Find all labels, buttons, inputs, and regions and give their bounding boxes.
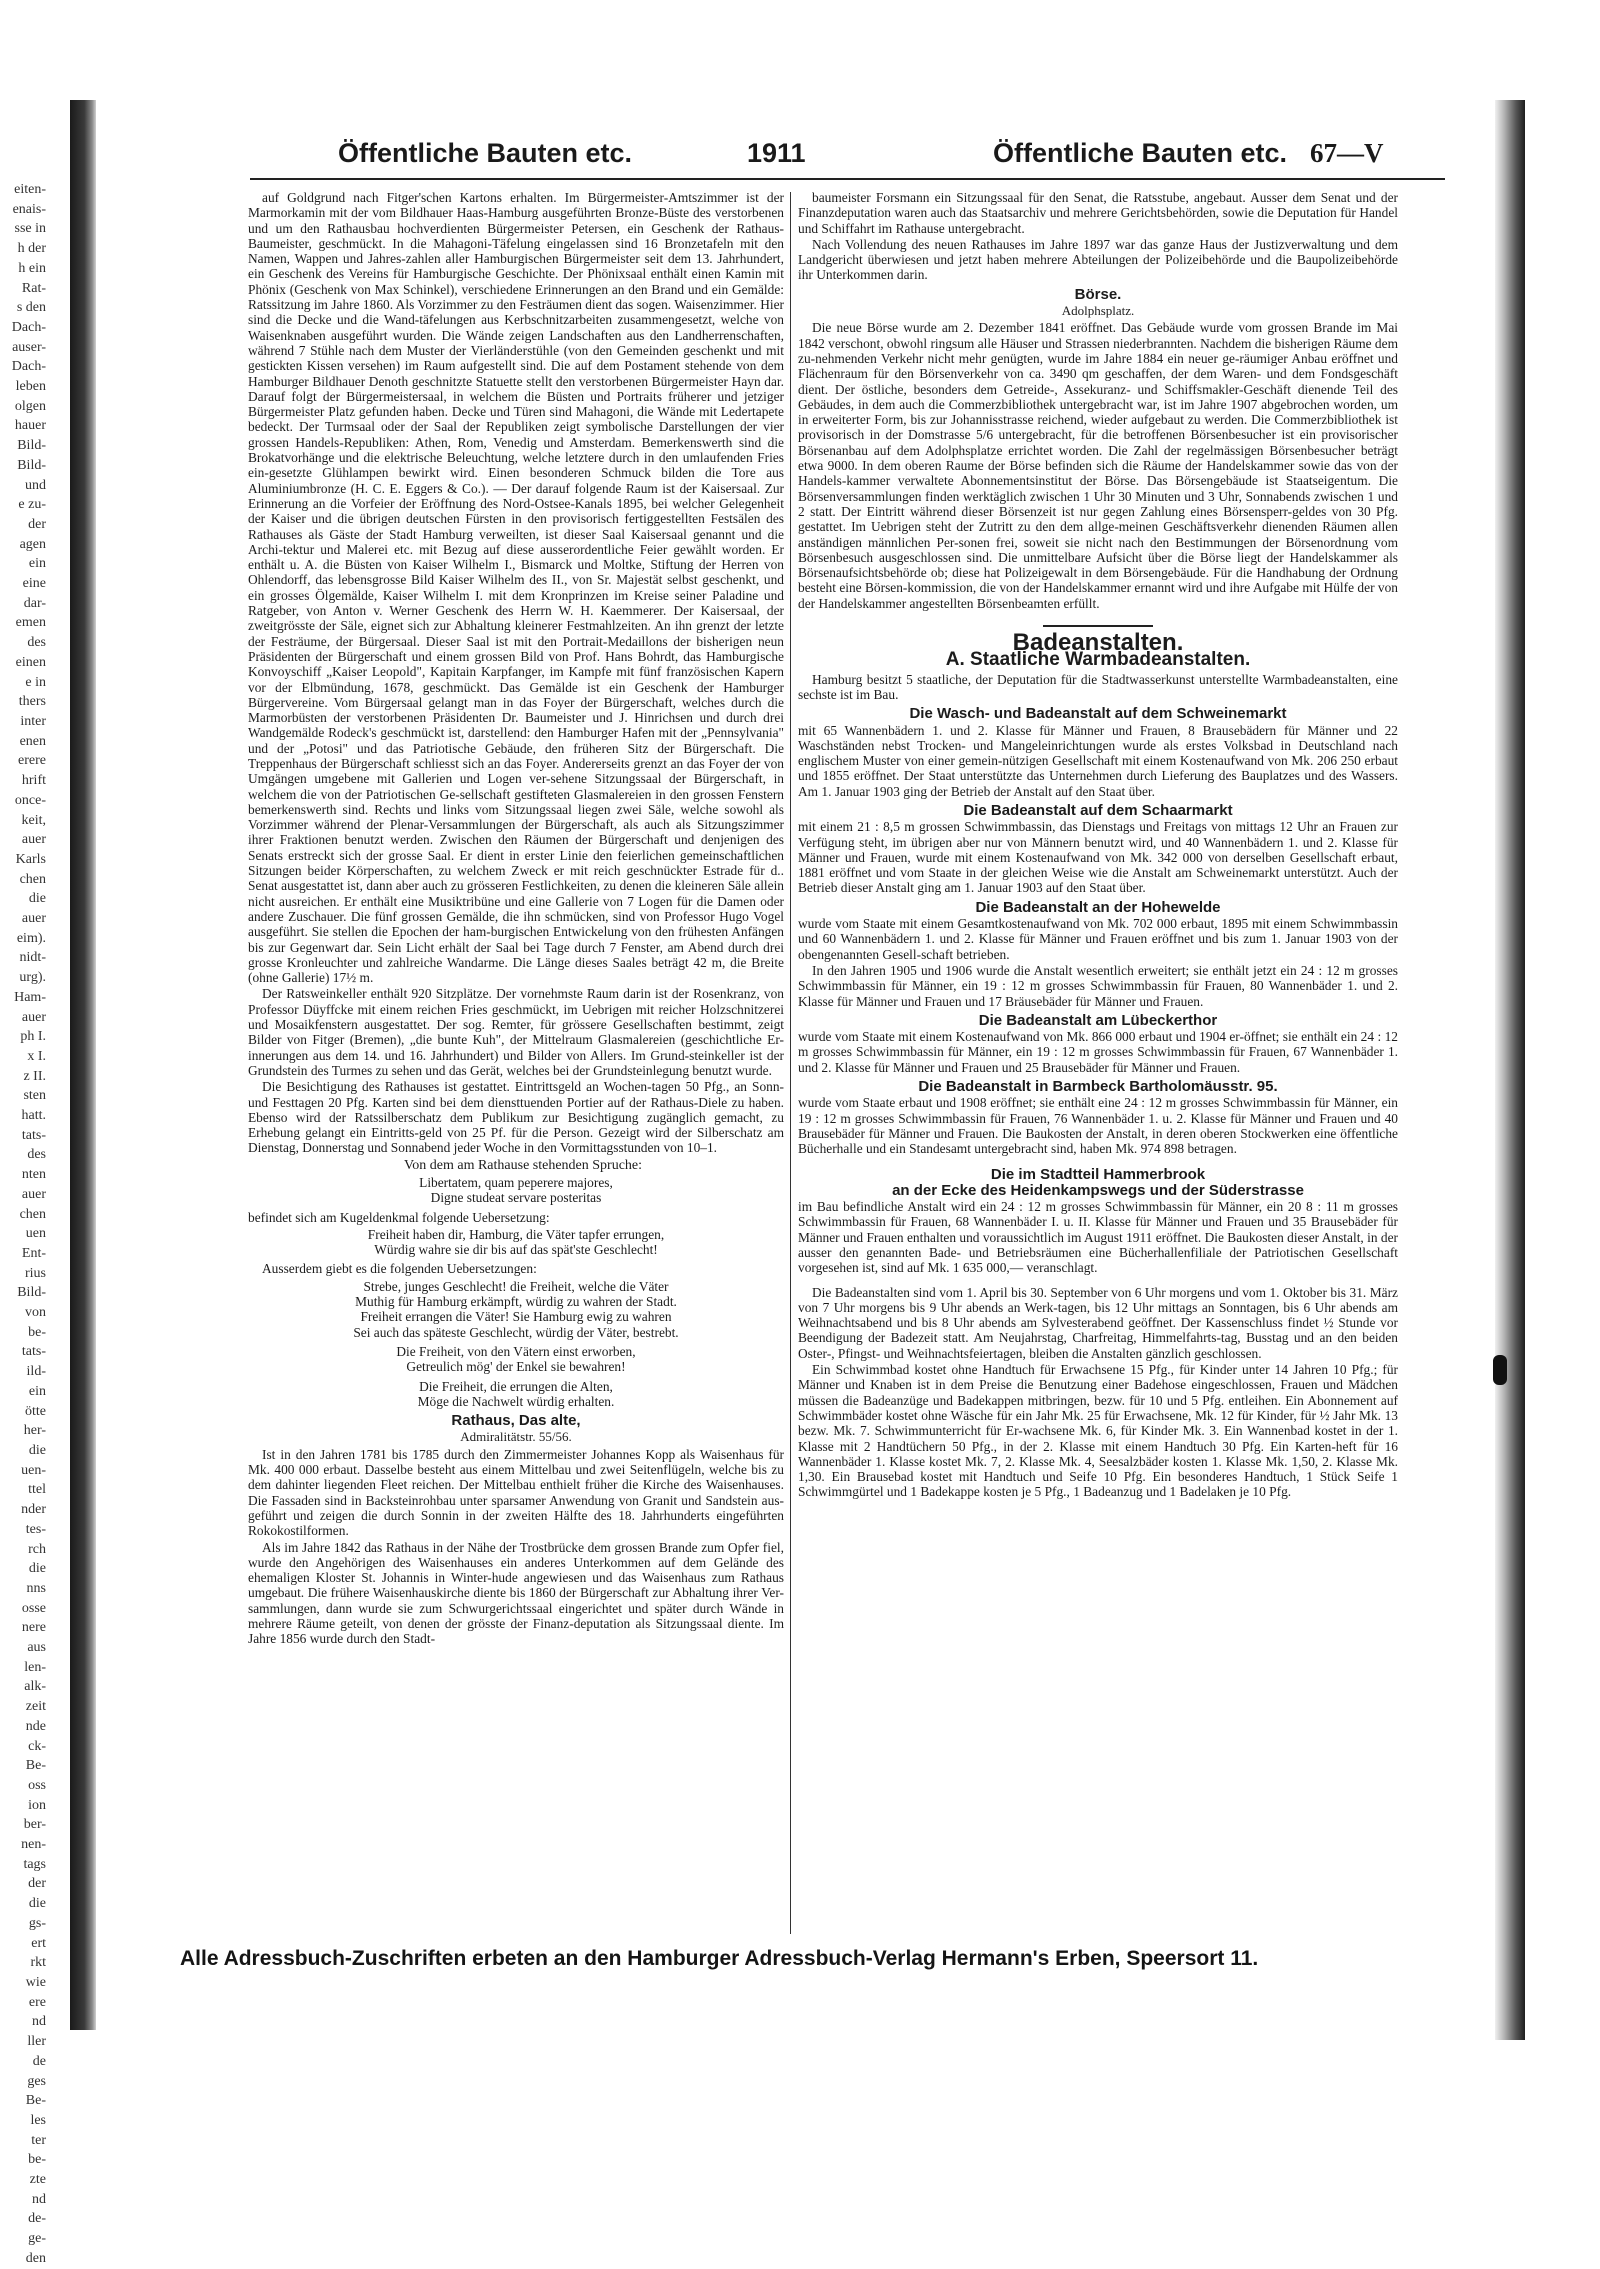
edge-fragment: be- — [28, 1324, 46, 1340]
edge-fragment: nere — [21, 1620, 46, 1636]
edge-fragment: Rat- — [21, 280, 46, 296]
paragraph: Als im Jahre 1842 das Rathaus in der Nähe der Trostbrücke dem grossen Brande zum Opfer fiel, wurde den Angehörigen des Waisenhauses ein anderes Unterkommen auf dem Gelände des ehemaligen Kloster St. Johannis in Winter-hude angewiesen und das Waisenhaus zum Rathaus umgebaut. Die frühere Waisenhauskirche diente bis 1860 der Bürgerschaft zur Abhaltung ihrer Ver-sammlungen, dann wurde sie zum Schwurgerichtssaal eingerichtet und später durch Wände in mehrere Räume geteilt, von denen der grösste der Finanz-deputation als Sitzungssaal diente. Im Jahre 1856 wurde durch den Stadt- — [248, 1539, 784, 1647]
paragraph: Die Badeanstalten sind vom 1. April bis 30. September von 6 Uhr morgens und vom 1. Oktober bis 31. März von 7 Uhr morgens bis 9 Uhr abends an Werk-tagen, bis 12 Uhr mittags an Sonntagen, bis 6 Uhr abends am Weihnachtsabend und bis 8 Uhr abends am Sylvesterabend geöffnet. Der Kassenschluss findet ½ Stunde vor Beendigung der Badezeit statt. Am Neujahrstag, Charfreitag, Himmelfahrts-tag, Busstag und an den beiden Oster-, Pfingst- und Weihnachtsfeiertagen, bleiben die Anstalten gänzlich geschlossen. — [798, 1284, 1398, 1361]
edge-fragment: eiten- — [14, 182, 46, 197]
edge-fragment: enen — [19, 733, 46, 749]
latin-verse — [248, 1175, 784, 1206]
verse-1 — [248, 1227, 784, 1258]
edge-fragment: die — [28, 1896, 46, 1912]
edge-fragment: h ein — [18, 260, 46, 276]
edge-fragment: hrift — [21, 773, 46, 789]
edge-fragment: uen- — [21, 1462, 46, 1478]
header-page-number: 67—V — [1310, 138, 1384, 168]
bath-title: Die Badeanstalt in Barmbeck Bartholomäusstr. 95. — [918, 1078, 1278, 1096]
edge-fragment: Be- — [25, 1758, 46, 1774]
edge-fragment: zte — [29, 2172, 46, 2188]
edge-fragment: den — [25, 2250, 46, 2266]
verse-line: Möge die Nachwelt würdig erhalten. — [417, 1393, 615, 1409]
edge-fragment: ges — [27, 2073, 46, 2089]
paragraph: auf Goldgrund nach Fitger'schen Kartons erhalten. Im Bürgermeister-Amtszimmer ist der Marmorkamin mit der vom Bildhauer Haas-Hamburg ausgeführten Bronze-Büste des verstorbenen und um den Rathausbau hochverdienten Bürgermeister Petersen, ein Geschenk der Rathaus-Baumeister, geschmückt. In die Mahagoni-Täfelung eingelassen sind 16 Bronzetafeln mit den Namen, Wappen und Jahres-zahlen aller Hamburgischen Bürgermeister seit dem 13. Jahrhundert, ein Geschenk des Vereins für Hamburgische Geschichte. Der Phönixsaal enthält einen Kamin mit Phönix (Geschenk von Max Schinkel), verschiedene Erinnerungen an den Brand und ein Gemälde: Ratssitzung im Jahre 1860. Als Vorzimmer zu den Festräumen dient das sogen. Waisenzimmer. Hier sind die Decke und die Wand-täfelungen aus Kerbschnitzarbeiten zusammengesetzt, welche von Waisenknaben ausgeführt wurden. Die Wände zeigen Landschaften aus den Landherrenschaften, während 7 Stühle nach dem Muster der Vierländerstühle (von den Gemeinden geschenkt und mit gestickten Kissen versehen) im Raum aufgestellt sind. Die auf dem Postament stehende von dem Hamburger Bildhauer Denoth geschnitzte Statuette stellt den verstorbenen Bürgermeister Hayn dar. Darauf folgt der Bürgermeistersaal, in welchem die Büsten und Portraits früherer und jetziger Bürgermeister Platz gefunden haben. Decke und Türen sind Mahagoni, die Wände mit Ledertapete bedeckt. Der Turmsaal oder der Saal der Republiken zeigt symbolische Darstellungen der vier grossen Handels-Republiken: Athen, Rom, Venedig und Amsterdam. Bemerkenswerth sind die Brokatvorhänge und die elektrische Beleuchtung, welche letztere durch in den umlaufenden Fries ein-gesetzte Glühlampen bewirkt wird. Einen besonderen Schmuck bilden die Tore aus Aluminiumbronze (H. C. E. Eggers & Co.). — Der darauf folgende Raum ist der Kaisersaal. Zur Erinnerung an die Vorfeier der Eröffnung des Nord-Ostsee-Kanals 1895, bei welcher Gelegenheit der Kaiser und die übrigen deutschen Fürsten in den provisorisch fertiggestellten Festsälen des Rathauses als Gäste der Stadt Hamburg verweilten, ist dieser Saal Kaisersaal genannt und die Archi-tektur und Malerei etc. mit Bezug auf diese ausserordentliche Feier gewählt worden. Er enthält u. A. die Büsten von Kaiser Wilhelm I., Bismarck und Moltke, Stiftung der Herren von Ohlendorff, das lebensgrosse Bild Kaiser Wilhelm des II., von Sr. Majestät selbst geschenkt, und ein grosses Ölgemälde, Kaiser Wilhelm I. mit dem Kronprinzen im Kreise seiner Paladine und Ratgeber, von Anton v. Werner Geschenk des Herrn W. H. Kaemmerer. Der Kaisersaal, der zweitgrösste der Säle, eignet sich zur Abhaltung kleinerer Festmahlzeiten. An ihn grenzt der letzte der Festräume, der Bürgersaal. Dieser Saal ist mit den Portrait-Medaillons der bisherigen neun Präsidenten der Bürgerschaft und einem grossen Bild von Prof. Hans Bohrdt, das Hamburgische Konvoyschiff „Kaiser Leopold", Kapitain Karpfanger, im Kampfe mit fünf französischen Kapern vor der Elbmündung, 1678, geschmückt. Das Gemälde ist ein Geschenk der Hamburger Bürgervereine. Vom Bürgersaal gelangt man in das Foyer der Bürgerschaft, welches durch die Marmorbüsten der verstorbenen Präsidenten Dr. Baumeister und J. Hinrichsen und durch drei Wandgemälde Rodeck's geschmückt ist, darstellend: den Hamburger Hafen mit der „Pennsylvania" und der „Potosi" und das Patriotische Gebäude, den früheren Sitz der Bürgerschaft. Die Treppenhaus der Bürgerschaft schliesst sich an das Foyer. Andererseits grenzt an das Foyer der von Umgängen umgebene mit Gallerien und Logen ver-sehene Sitzungssaal der Bürgerschaft, in welchem die von der Patriotischen Ge-sellschaft gestifteten Glasmalereien in den grossen Fenstern bemerkenswerth sind. Rechts und links vom Sitzungssaal liegen zwei Säle, welche sowohl als Vorzimmer während der Plenar-Versammlungen der Bürgerschaft, als auch als Sitzungszimmer ihrer Fraktionen benutzt werden. Zwischen den Räumen der Bürgerschaft und denjenigen des Senats erstreckt sich der grosse Saal. Er dient in erster Linie den feierlichen gemeinschaftlichen Sitzungen beider Körperschaften, zu welchem Zweck er mit reich geschnückter Estrade für d.. Senat ausgestattet ist, dann aber auch zu grösseren Festlichkeiten, zu denen die kleineren Säle allein nicht ausreichen. Er enthält eine Musiktribüne und eine Gallerie von 7 Logen für die Damen oder andere Zuschauer. Die fünf grossen Gemälde, die ihn schmücken, sind von Professor Hugo Vogel ausgeführt. Sie stellen die Epochen der ham-burgischen Entwickelung von den frühesten Anfängen bis zur Gegenwart dar. Sein Licht erhält der Saal bei Tage durch 7 Fenster, am Abend durch drei grosse Kronleuchter und zahlreiche Wandarme. Die Länge dieses Saales beträgt 42 m, die Breite (ohne Gallerie) 17½ m. — [248, 190, 784, 986]
edge-fragment: nd — [32, 2014, 46, 2030]
edge-fragment: olgen — [14, 398, 46, 414]
edge-fragment: auer — [21, 911, 46, 927]
spacer — [798, 1277, 1398, 1285]
badeanstalten-heading: Badeanstalten. — [1012, 629, 1184, 657]
verse-line: Getreulich mög' der Enkel sie bewahren! — [406, 1359, 626, 1375]
edge-fragment: les — [30, 2112, 46, 2128]
edge-fragment: sse in — [14, 221, 46, 237]
edge-fragment: be- — [28, 2152, 46, 2168]
edge-fragment: Karls — [15, 851, 46, 867]
edge-fragment: rius — [25, 1265, 46, 1281]
newspaper-page — [100, 100, 1495, 2040]
edge-fragment: tats- — [21, 1127, 46, 1143]
edge-fragment: chen — [19, 1206, 46, 1222]
edge-fragment: wie — [25, 1974, 46, 1990]
edge-fragment: Bild- — [17, 457, 46, 473]
edge-fragment: die — [28, 1561, 46, 1577]
edge-fragment: ötte — [25, 1403, 46, 1419]
edge-fragment: der — [28, 1876, 46, 1892]
edge-fragment: zeit — [25, 1699, 46, 1715]
right-column — [798, 190, 1398, 1935]
rathaus-alt-address: Admiralitätstr. 55/56. — [460, 1429, 572, 1445]
paragraph: Die Besichtigung des Rathauses ist gestattet. Eintrittsgeld an Wochen-tagen 50 Pfg., an Sonn- und Festtagen 20 Pfg. Karten sind bei dem diensttuenden Portier auf der Rathaus-Diele zu haben. Ebenso wird der Ratssilberschatz dem Publikum zur Besichtigung zugänglich gemacht, zu Erhebung gelangt ein Eintritts-geld von 25 Pf. für die Person. Gezeigt wird der Silberschatz am Dienstag, Donnerstag und Sonnabend jeder Woche in den Vormittagsstunden von 10–1. — [248, 1079, 784, 1156]
edge-fragment: agen — [19, 536, 46, 552]
edge-fragment: des — [27, 635, 46, 651]
left-column — [248, 190, 784, 1935]
hammerbrook-subheading: an der Ecke des Heidenkampswegs und der Süderstrasse — [892, 1181, 1304, 1199]
edge-fragment: ein — [28, 1383, 46, 1399]
edge-fragment: Ent- — [21, 1245, 46, 1261]
verse-3 — [248, 1344, 784, 1375]
header-right-title: Öffentliche Bauten etc. — [993, 138, 1288, 168]
edge-fragment: dar- — [23, 595, 46, 611]
edge-fragment: eine — [22, 576, 46, 592]
edge-fragment: nidt- — [19, 950, 46, 966]
paragraph: Die neue Börse wurde am 2. Dezember 1841 eröffnet. Das Gebäude wurde vom grossen Brande im Mai 1842 verschont, obwohl ringsum alle Häuser und Strassen niederbrannten. Nachdem die bisherigen Räume dem zu-nehmenden Verkehr nicht mehr genügten, wurde im Jahre 1884 ein neuer ge-räumiger Anbau eröffnet und Flächenraum für den Börsenverkehr von ca. 3490 qm geschaffen, der dem Waren- und dem Fondsgeschäft dient. Der östliche, besonders dem Getreide-, Assekuranz- und Schiffsmakler-Geschäft dienende Teil des Gebäudes, in dem auch die Commerzbibliothek untergebracht war, ist im Jahre 1907 abgebrochen worden, um in erweiterter Form, bis zur Johannisstrasse reichend, wieder aufgebaut zu werden. Die Commerzbibliothek ist provisorisch in der Domstrasse 5/6 untergebracht, für die betroffenen Börsenbesucher ist ein provisorischer Börsenanbau auf dem Adolphsplatze errichtet worden. Die Zahl der regelmässigen Börsenbesucher beträgt etwa 9000. In dem oberen Raume der Börse befinden sich die Räume der Handelskammer sowie das von der Handels-kammer verwaltete Abonnementsinstitut der Börse. Das Börsengebäude ist Staatseigentum. Die Börsenversammlungen finden werktäglich zwischen 1 Uhr 30 Minuten und 3 Uhr, Sonnabends zwischen 1 und 2 statt. Der Eintritt während dieser Börsenzeit ist nur gegen Zahlung eines Börsensperr-geldes von 30 Pfg. gestattet. Im Uebrigen steht der Zutritt zu den dem allge-meinen Geschäftsverkehr dienenden Räumen allen anständigen männlichen Per-sonen frei, soweit sie nicht nach den Bestimmungen der Börsenordnung vom Börsenbesuch ausgeschlossen sind. Die unmittelbare Aufsicht über die Börse liegt der Handelskammer als Börsenaufsichtsbehörde ob; diese hat Polizeigewalt in dem Börsengebäude. Für die Handhabung der Ordnung besteht eine Börsen-kommission, die von der Handelskammer ernannt wird und ihre Aufgabe mit Hülfe der von der Handelskammer angestellten Börsenbeamten erfüllt. — [798, 320, 1398, 611]
edge-fragment: Dach- — [11, 319, 46, 335]
edge-fragment: ck- — [28, 1738, 46, 1754]
footer-advert: Alle Adressbuch-Zuschriften erbeten an den Hamburger Adressbuch-Verlag Hermann's Erben, Speersort 11. — [180, 1947, 1259, 1970]
edge-fragment: enais- — [12, 201, 46, 217]
edge-fragment: x I. — [27, 1048, 46, 1064]
edge-fragment: auer — [21, 832, 46, 848]
verse-line: Muthig für Hamburg erkämpft, würdig zu wahren der Stadt. — [355, 1294, 677, 1310]
edge-fragment: ion — [28, 1797, 46, 1813]
other-translations-intro: Ausserdem giebt es die folgenden Uebersetzungen: — [262, 1261, 537, 1277]
edge-fragment: Bild- — [17, 1285, 46, 1301]
bath-text: wurde vom Staate erbaut und 1908 eröffnet; sie enthält eine 24 : 12 m grosses Schwimmbassin für Männer, ein 19 : 12 m grosses Schwimmbassin für Frauen, 76 Wannenbäder 1. u. 2. Klasse für Männer und Frauen und 40 Brausebäder für Männer und Frauen. Die Baukosten der Anstalt, in deren oberen Stockwerken eine öffentliche Bücherhalle und ein Standesamt untergebracht sind, haben Mk. 974 898 betragen. — [798, 1095, 1398, 1157]
verse-4 — [248, 1379, 784, 1410]
edge-fragment: alk- — [24, 1679, 46, 1695]
verse-line: Digne studeat servare posteritas — [430, 1190, 602, 1206]
verse-line: Freiheit haben dir, Hamburg, die Väter tapfer errungen, — [367, 1226, 665, 1242]
verse-line: Die Freiheit, die errungen die Alten, — [419, 1378, 613, 1394]
bath-text: wurde vom Staate mit einem Kostenaufwand von Mk. 866 000 erbaut und 1904 er-öffnet; sie enthält ein 24 : 12 m grosses Schwimmbassin für Männer, ein 19 : 12 m grosses Schwimmbassin für Frauen, 67 Wannenbäder 1. und 2. Klasse für Männer und Frauen und 25 Brausebäder für Männer und Frauen. — [798, 1029, 1398, 1075]
verse-line: Libertatem, quam peperere majores, — [419, 1175, 613, 1190]
edge-fragment: erere — [18, 753, 46, 769]
edge-fragment: Dach- — [11, 359, 46, 375]
edge-fragment: oss — [28, 1777, 46, 1793]
edge-fragment: ph I. — [20, 1029, 46, 1045]
edge-fragment: die — [28, 891, 46, 907]
edge-fragment: gs- — [28, 1915, 46, 1931]
edge-fragment: Be- — [25, 2093, 46, 2109]
edge-fragment: nen- — [21, 1837, 46, 1853]
edge-fragment: rch — [28, 1541, 46, 1557]
bath-title: Die Badeanstalt auf dem Schaarmarkt — [963, 801, 1233, 819]
edge-fragment: leben — [15, 379, 46, 395]
translation-intro: befindet sich am Kugeldenkmal folgende Uebersetzung: — [248, 1209, 550, 1225]
paragraph: Ist in den Jahren 1781 bis 1785 durch den Zimmermeister Johannes Kopp als Waisenhaus für Mk. 400 000 erbaut. Dasselbe besteht aus einem Mittelbau und zwei Seitenflügeln, welche bis zu dem dahinter liegenden Fleet reichen. Der Mittelbau enthielt früher die Kirche des Waisenhauses. Die Fassaden sind in Backsteinrohbau unter sparsamer Anwendung von Granit und Sandstein aus-geführt und zeigen die durch Sonnin in der zweiten Hälfte des 18. Jahrhunderts eingeführten Rokokostilformen. — [248, 1446, 784, 1539]
edge-fragment: Ham- — [14, 989, 46, 1005]
edge-fragment: sten — [23, 1088, 46, 1104]
edge-fragment: tes- — [25, 1521, 46, 1537]
edge-fragment: ller — [27, 2034, 46, 2050]
bath-text: In den Jahren 1905 und 1906 wurde die Anstalt wesentlich erweitert; sie enthält jetzt ein 24 : 12 m grosses Schwimmbassin für Männer, ein 19 : 12 m grosses Schwimmbassin für Frauen, 80 Wannenbäder 1. und 2. Klasse für Männer und Frauen und 17 Bräusebäder für Männer und Frauen. — [798, 962, 1398, 1009]
edge-fragment: ttel — [28, 1482, 46, 1498]
verse-line: Sei auch das späteste Geschlecht, würdig der Väter, bestrebt. — [353, 1324, 679, 1340]
paragraph: baumeister Forsmann ein Sitzungssaal für den Senat, die Ratsstube, angebaut. Ausser dem Senat und der Finanzdeputation waren auch das Staatsarchiv und mehrere Gerichtsbehörden, sowie die Deputation für Handel und Schiffahrt im Rathause untergebracht. — [798, 190, 1398, 236]
rathaus-alt-heading: Rathaus, Das alte, — [451, 1412, 581, 1430]
spruch-heading: Von dem am Rathause stehenden Spruche: — [403, 1157, 643, 1173]
section-rule — [1043, 625, 1153, 627]
boerse-heading: Börse. — [1074, 285, 1122, 303]
bath-title: Die Wasch- und Badeanstalt auf dem Schweinemarkt — [909, 705, 1287, 723]
boerse-address: Adolphsplatz. — [1061, 303, 1135, 319]
edge-fragment: len- — [24, 1659, 46, 1675]
edge-fragment: nten — [21, 1167, 46, 1183]
edge-fragment: auer — [21, 1186, 46, 1202]
edge-fragment: emen — [15, 615, 46, 631]
edge-fragment: nd — [32, 2191, 46, 2207]
edge-fragment: die — [28, 1443, 46, 1458]
edge-fragment: once- — [14, 792, 46, 808]
edge-fragment: einen — [15, 654, 46, 670]
binding-shadow-left — [70, 100, 96, 2030]
edge-fragment: inter — [20, 713, 46, 729]
edge-fragment: chen — [19, 871, 46, 887]
edge-fragment: ein — [28, 556, 46, 572]
edge-fragment: aus — [27, 1640, 46, 1656]
edge-fragment: urg). — [19, 970, 46, 986]
edge-fragment: keit, — [21, 812, 46, 828]
edge-fragment: eim). — [16, 930, 46, 946]
bath-text: mit 65 Wannenbädern 1. und 2. Klasse für Männer und Frauen, 8 Brausebädern für Männer und 22 Waschständen nebst Trocken- und Mangeleinrichtungen wurde als erstes Volksbad in Deutschland nach englischem Muster von einer gemein-nützigen Gesellschaft mit einem Kostenaufwand von Mk. 206 250 erbaut und 1855 eröffnet. Der Staat unterstützte das Unternehmen durch Lieferung des Bauplatzes und des Wassers. Am 1. Januar 1903 ging der Betrieb der Anstalt auf den Staat über. — [798, 722, 1398, 799]
bath-title: Die Badeanstalt am Lübeckerthor — [978, 1011, 1218, 1029]
adjacent-page-edge — [0, 180, 48, 2266]
edge-fragment: der — [28, 516, 46, 532]
edge-fragment: uen — [25, 1226, 46, 1242]
bath-title: Die Badeanstalt an der Hohewelde — [975, 898, 1221, 916]
header-rule — [250, 178, 1445, 180]
edge-fragment: h der — [17, 241, 46, 257]
edge-fragment: ere — [28, 1994, 46, 2010]
edge-fragment: nde — [25, 1718, 46, 1734]
edge-fragment: de- — [28, 2211, 46, 2227]
verse-line: Die Freiheit, von den Vätern einst erworben, — [396, 1343, 636, 1359]
edge-fragment: e zu- — [18, 497, 46, 513]
edge-fragment: osse — [21, 1600, 46, 1616]
edge-fragment: tats- — [21, 1344, 46, 1360]
verse-line: Strebe, junges Geschlecht! die Freiheit, welche die Väter — [363, 1278, 669, 1294]
edge-fragment: z II. — [23, 1068, 46, 1084]
verse-line: Würdig wahre sie dir bis auf das spät'ste Geschlecht! — [374, 1242, 658, 1258]
edge-fragment: Bild- — [17, 438, 46, 454]
column-divider — [790, 192, 791, 1934]
edge-fragment: ter — [31, 2132, 46, 2148]
edge-fragment: auer — [21, 1009, 46, 1025]
edge-fragment: auser- — [12, 339, 46, 355]
edge-fragment: und — [25, 477, 46, 493]
edge-fragment: e in — [25, 674, 46, 690]
edge-fragment: ild- — [26, 1364, 46, 1380]
edge-fragment: ber- — [23, 1817, 46, 1833]
bath-text: im Bau befindliche Anstalt wird ein 24 : 12 m grosses Schwimmbassin für Männer, ein 20 8 : 11 m grosses Schwimmbassin für Frauen, 68 Wannenbäder I. u. II. Klasse für Männer und Frauen und 35 Brausebäder für Männer und Frauen enthalten und voraussichtlich im August 1911 eröffnet. Die Baukosten dieser Anstalt, in der ausser den genannten Bade- und Betriebsräumen eine Bücherhallenfiliale der Patriotischen Gesellschaft vorgesehen ist, sind auf Mk. 1 635 000,— veranschlagt. — [798, 1199, 1398, 1276]
paragraph: Nach Vollendung des neuen Rathauses im Jahre 1897 war das ganze Haus der Justizverwaltung und dem Landgericht überwiesen und jetzt haben mehrere Abteilungen der Polizeibehörde und die Baupolizeibehörde ihr Unterkommen darin. — [798, 236, 1398, 283]
edge-fragment: ert — [31, 1935, 46, 1951]
edge-fragment: nns — [26, 1580, 46, 1596]
edge-fragment: s den — [16, 300, 46, 316]
header-year: 1911 — [747, 138, 806, 168]
ink-blot — [1493, 1355, 1507, 1385]
edge-fragment: hauer — [14, 418, 46, 434]
edge-fragment: her- — [23, 1423, 46, 1439]
bath-text: wurde vom Staate mit einem Gesamtkostenaufwand von Mk. 702 000 erbaut, 1895 mit einem Schwimmbassin und 60 Wannenbädern 1. und 2. Klasse für Männer und Frauen eröffnet und bis zum 1. Januar 1903 von der obengenannten Gesell-schaft betrieben. — [798, 916, 1398, 962]
paragraph: Der Ratsweinkeller enthält 920 Sitzplätze. Der vornehmste Raum darin ist der Rosenkranz, von Professor Düyffcke mit einem reichen Fries geschmückt, im Uebrigen mit reicher Holzschnitzerei und Mosaikfenstern ausgestattet. Der sog. Remter, für grössere Gesellschaften bestimmt, zeigt Bilder von Fitger (Bremen), „die bunte Kuh", der Mittelraum Glasmalereien (geschichtliche Er-innerungen aus dem 14. und 16. Jahrhundert) und Bilder von Allers. Im Grund-steinkeller ist der Grundstein des Turmes zu sehen und das Gerät, welches bei der Grundsteinlegung benutzt wurde. — [248, 986, 784, 1078]
edge-fragment: rkt — [30, 1955, 46, 1971]
hammerbrook-heading: Die im Stadtteil Hammerbrook — [990, 1165, 1206, 1183]
bath-text: mit einem 21 : 8,5 m grossen Schwimmbassin, das Dienstags und Freitags von mittags 12 Uhr an Frauen zur Verfügung steht, im übrigen aber nur von Männern benutzt wird, und 40 Wannenbädern 1. und 2. Klasse für Männer und Frauen, wurde mit einem Kostenaufwand von Mk. 342 000 von derselben Gesellschaft erbaut, 1881 eröffnet und vom Staate in der gleichen Weise wie die Anstalt am Schweinemarkt unterstützt. Auch der Betrieb dieser Anstalt ging am 1. Januar 1903 auf den Staat über. — [798, 819, 1398, 896]
binding-shadow-right — [1495, 100, 1525, 2040]
edge-fragment: thers — [18, 694, 46, 710]
section-a-heading: A. Staatliche Warmbadeanstalten. — [945, 649, 1251, 671]
page-header — [100, 100, 1495, 178]
paragraph: Ein Schwimmbad kostet ohne Handtuch für Erwachsene 15 Pfg., für Kinder unter 14 Jahren 10 Pfg.; für Männer und Knaben ist in dem Preise die Benutzung einer Badehose eingeschlossen, Frauen und Mädchen müssen die Badeanzüge und Badekappen mitbringen, bezw. für 10 und 5 Pfg. entleihen. Ein Abonnement auf Schwimmbäder kostet ohne Wäsche für ein Jahr Mk. 25 für Erwachsene, Mk. 12 für Kinder, für ½ Jahr Mk. 13 bezw. Mk. 7. Schwimmunterricht für Er-wachsene Mk. 6, für Kinder Mk. 3. Ein Wannenbad kostet in der 1. Klasse mit 2 Handtüchern 50 Pfg., in der 2. Klasse mit einem Handtuch 30 Pfg. Ein Karten-heft für 16 Wannenbäder 1. Klasse kostet Mk. 7, 2. Klasse Mk. 4, Seesalzbäder kosten 1. Klasse Mk. 1,50, 2. Klasse Mk. 1,30. Ein Brausebad kostet mit Handtuch und Seife 10 Pfg. Ein besonderes Handtuch, 1 Stück Seife 1 Schwimmgürtel und 1 Badekappe kosten je 5 Pfg., 1 Badeanzug und 1 Badelaken je 10 Pfg. — [798, 1362, 1398, 1500]
edge-fragment: tags — [23, 1856, 46, 1872]
edge-fragment: ge- — [28, 2231, 46, 2247]
verse-2 — [248, 1279, 784, 1340]
edge-fragment: hatt. — [21, 1108, 46, 1124]
edge-fragment: von — [25, 1305, 46, 1321]
paragraph: Hamburg besitzt 5 staatliche, der Deputation für die Stadtwasserkunst unterstellte Warmbadeanstalten, eine sechste ist im Bau. — [798, 671, 1398, 702]
edge-fragment: de — [32, 2053, 46, 2069]
edge-fragment: nder — [21, 1502, 46, 1518]
verse-line: Freiheit errangen die Väter! Sie Hamburg ewig zu wahren — [360, 1309, 672, 1325]
edge-fragment: des — [27, 1147, 46, 1163]
header-left-title: Öffentliche Bauten etc. — [338, 138, 633, 168]
